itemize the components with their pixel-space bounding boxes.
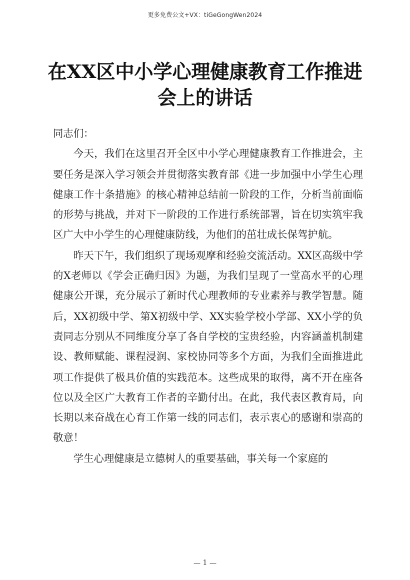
paragraph: 学生心理健康是立德树人的重要基础，事关每一个家庭的 xyxy=(73,453,329,465)
paragraph: 昨天下午，我们组织了现场观摩和经验交流活动。XX区高级中学的X老师以《学会正确归因》为题，为我们呈现了一堂高水平的心理健康公开课，充分展示了新时代心理教师的专业素养与教学智慧。随后，XX初级中学、第X初级中学、XX实验学校小学部、XX小学的负责同志分别从不同维度分享了各自学校的宝贵经验，内容涵盖机制建设、教师赋能、课程浸润、家校协同等多个方面，为我们全面推进此项工作提供了极具价值的实践范本。这些成果的取得，离不开在座各位以及全区广大教育工作者的辛勤付出。在此，我代表区教育局，向长期以来奋战在心育工作第一线的同志们，表示衷心的感谢和崇高的敬意！ xyxy=(53,250,363,445)
paragraph: 今天，我们在这里召开全区中小学心理健康教育工作推进会，主要任务是深入学习领会并贯彻落实教育部《进一步加强中小学生心理健康工作十条措施》的核心精神总结前一阶段的工作，分析当前面临的形势与挑战，并对下一阶段的工作进行系统部署，旨在切实筑牢我区广大中小学生的心理健康防线，为他们的茁壮成长保驾护航。 xyxy=(53,149,363,242)
page-number: — 1 — xyxy=(193,559,217,567)
document-body xyxy=(53,125,363,470)
top-banner: 更多免费公文+VX：tiGeGongWen2024 xyxy=(147,12,263,19)
salutation: 同志们： xyxy=(53,129,94,140)
document-title: 在XX区中小学心理健康教育工作推进会上的讲话 xyxy=(47,61,363,109)
